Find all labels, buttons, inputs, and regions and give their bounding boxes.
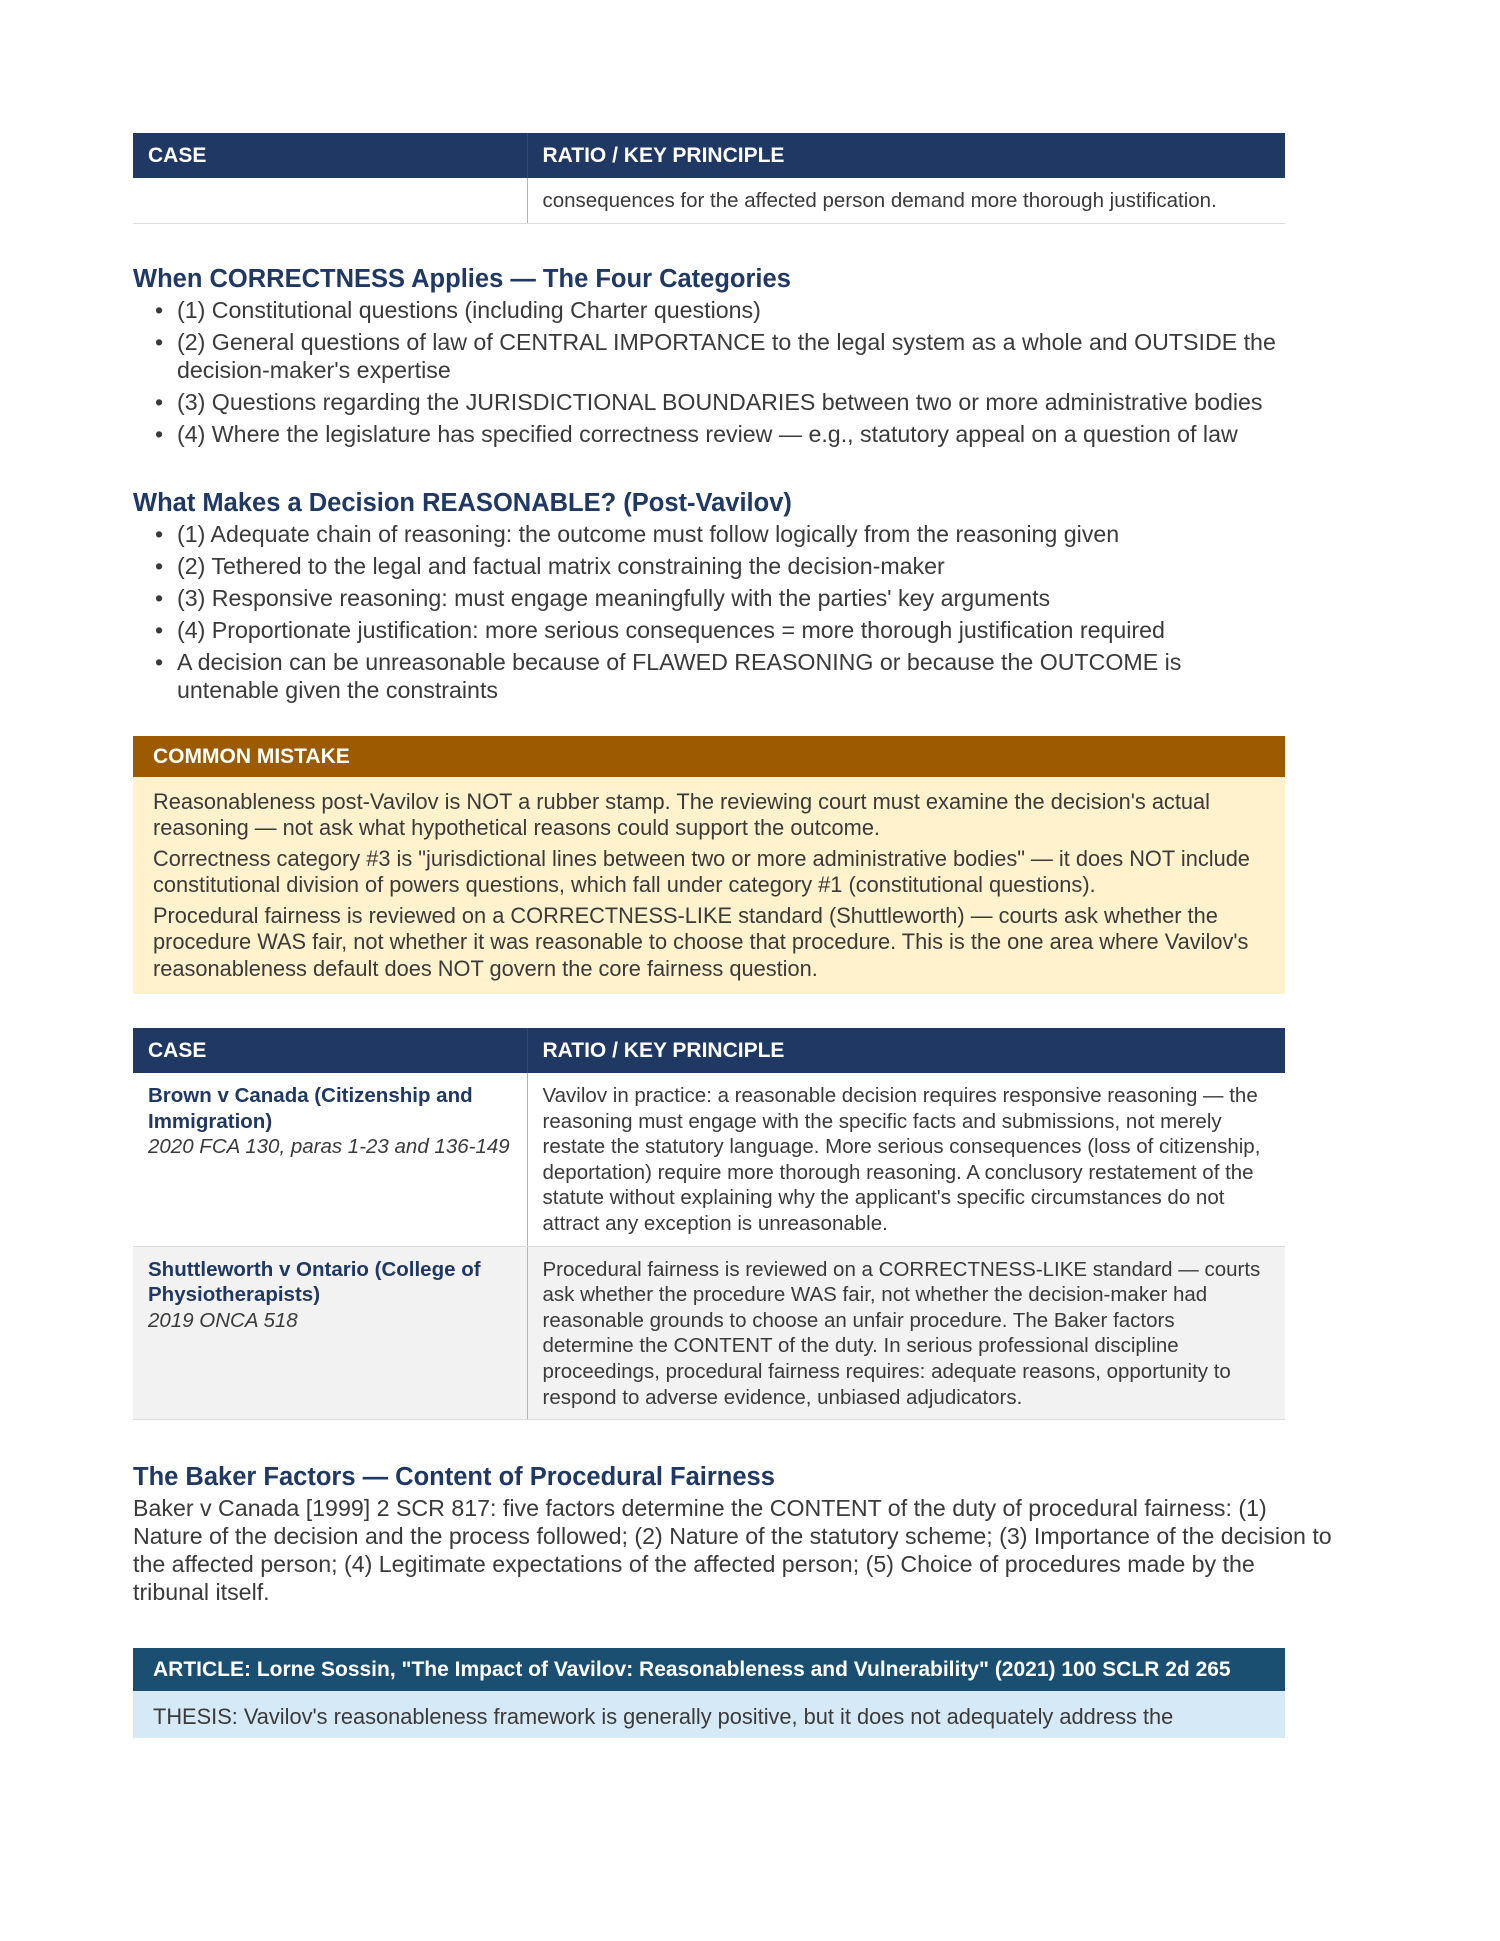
ratio-cell: Procedural fairness is reviewed on a CORRECTNESS-LIKE standard — courts ask whether the procedure WAS fair, not whether the decision-maker had reasonable grounds to choose an unfair procedure. The Baker factors determine the CONTENT of the duty. In serious professional discipline proceedings, procedural fairness requires: adequate reasons, opportunity to respond to adverse evidence, unbiased adjudicators. bbox=[527, 1246, 1285, 1420]
table-header-row bbox=[133, 1028, 1285, 1073]
case-name: Brown v Canada (Citizenship and Immigration) bbox=[148, 1084, 473, 1133]
article-thesis: THESIS: Vavilov's reasonableness framework is generally positive, but it does not adequately address the bbox=[133, 1691, 1285, 1738]
list-item-text: A decision can be unreasonable because of FLAWED REASONING or because the OUTCOME is untenable given the constraints bbox=[177, 648, 1182, 703]
correctness-section bbox=[133, 264, 1285, 448]
callout-body bbox=[133, 777, 1285, 995]
list-item bbox=[155, 420, 1285, 448]
list-item bbox=[155, 648, 1285, 704]
bullet-icon: • bbox=[155, 552, 164, 579]
baker-section bbox=[133, 1462, 1332, 1606]
correctness-list bbox=[133, 296, 1285, 448]
column-header-case: CASE bbox=[133, 1028, 527, 1073]
case-cell bbox=[133, 178, 527, 223]
list-item-text: (3) Questions regarding the JURISDICTIONAL BOUNDARIES between two or more administrative bodies bbox=[177, 388, 1263, 415]
case-citation: 2019 ONCA 518 bbox=[148, 1308, 298, 1332]
bullet-icon: • bbox=[155, 328, 164, 355]
case-table bbox=[133, 1028, 1285, 1420]
baker-paragraph: Baker v Canada [1999] 2 SCR 817: five factors determine the CONTENT of the duty of procedural fairness: (1) Nature of the decision and the process followed; (2) Nature of the statutory scheme; (3) Importance of the decision to the affected person; (4) Legitimate expectations of the affected person; (5) Choice of procedures made by the tribunal itself. bbox=[133, 1495, 1332, 1606]
section-heading-correctness: When CORRECTNESS Applies — The Four Categories bbox=[133, 264, 791, 293]
ratio-cell: Vavilov in practice: a reasonable decision requires responsive reasoning — the reasoning must engage with the specific facts and submissions, not merely restate the statutory language. More serious consequences (loss of citizenship, deportation) require more thorough reasoning. A conclusory restatement of the statute without explaining why the applicant's specific circumstances do not attract any exception is unreasonable. bbox=[527, 1073, 1285, 1246]
callout-paragraph: Correctness category #3 is "jurisdictional lines between two or more administrative bodies" — it does NOT include constitutional division of powers questions, which fall under category #1 (constitutional questions). bbox=[153, 845, 1250, 898]
case-cell bbox=[133, 1073, 527, 1246]
list-item bbox=[155, 328, 1285, 384]
bullet-icon: • bbox=[155, 648, 164, 675]
bullet-icon: • bbox=[155, 296, 164, 323]
section-heading-baker: The Baker Factors — Content of Procedural Fairness bbox=[133, 1463, 775, 1492]
bullet-icon: • bbox=[155, 388, 164, 415]
case-table-continued bbox=[133, 133, 1285, 224]
common-mistake-callout bbox=[133, 736, 1285, 995]
callout-title: COMMON MISTAKE bbox=[133, 736, 1285, 777]
table-header-row bbox=[133, 133, 1285, 178]
bullet-icon: • bbox=[155, 420, 164, 447]
list-item bbox=[155, 296, 1285, 324]
column-header-ratio: RATIO / KEY PRINCIPLE bbox=[527, 133, 1285, 178]
reasonable-section bbox=[133, 488, 1285, 704]
bullet-icon: • bbox=[155, 616, 164, 643]
bullet-icon: • bbox=[155, 584, 164, 611]
case-citation: 2020 FCA 130, paras 1-23 and 136-149 bbox=[148, 1135, 510, 1159]
document-page bbox=[133, 133, 1332, 1738]
list-item bbox=[155, 584, 1285, 612]
list-item-text: (4) Proportionate justification: more serious consequences = more thorough justification required bbox=[177, 616, 1165, 643]
list-item-text: (1) Adequate chain of reasoning: the outcome must follow logically from the reasoning given bbox=[177, 520, 1120, 547]
ratio-cell: consequences for the affected person demand more thorough justification. bbox=[527, 178, 1285, 223]
list-item bbox=[155, 520, 1285, 548]
list-item-text: (2) Tethered to the legal and factual matrix constraining the decision-maker bbox=[177, 552, 945, 579]
bullet-icon: • bbox=[155, 520, 164, 547]
column-header-case: CASE bbox=[133, 133, 527, 178]
callout-paragraph: Reasonableness post-Vavilov is NOT a rubber stamp. The reviewing court must examine the decision's actual reasoning — not ask what hypothetical reasons could support the outcome. bbox=[153, 788, 1210, 841]
list-item bbox=[155, 552, 1285, 580]
reasonable-list bbox=[133, 520, 1285, 704]
list-item-text: (2) General questions of law of CENTRAL IMPORTANCE to the legal system as a whole and OUTSIDE the decision-maker's expertise bbox=[177, 328, 1276, 383]
list-item-text: (3) Responsive reasoning: must engage meaningfully with the parties' key arguments bbox=[177, 584, 1051, 611]
list-item-text: (4) Where the legislature has specified correctness review — e.g., statutory appeal on a question of law bbox=[177, 420, 1238, 447]
list-item bbox=[155, 616, 1285, 644]
case-cell bbox=[133, 1246, 527, 1420]
column-header-ratio: RATIO / KEY PRINCIPLE bbox=[527, 1028, 1285, 1073]
section-heading-reasonable: What Makes a Decision REASONABLE? (Post-Vavilov) bbox=[133, 488, 792, 517]
callout-paragraph: Procedural fairness is reviewed on a CORRECTNESS-LIKE standard (Shuttleworth) — courts ask whether the procedure WAS fair, not whether it was reasonable to choose that procedure. This is the one area where Vavilov's reasonableness default does NOT govern the core fairness question. bbox=[153, 902, 1249, 981]
table-row bbox=[133, 178, 1285, 223]
article-title: ARTICLE: Lorne Sossin, "The Impact of Vavilov: Reasonableness and Vulnerability" (2021) 100 SCLR 2d 265 bbox=[133, 1648, 1285, 1691]
list-item bbox=[155, 388, 1285, 416]
list-item-text: (1) Constitutional questions (including Charter questions) bbox=[177, 296, 761, 323]
table-row bbox=[133, 1073, 1285, 1246]
table-row bbox=[133, 1246, 1285, 1420]
case-name: Shuttleworth v Ontario (College of Physiotherapists) bbox=[148, 1257, 481, 1307]
article-box bbox=[133, 1648, 1285, 1738]
